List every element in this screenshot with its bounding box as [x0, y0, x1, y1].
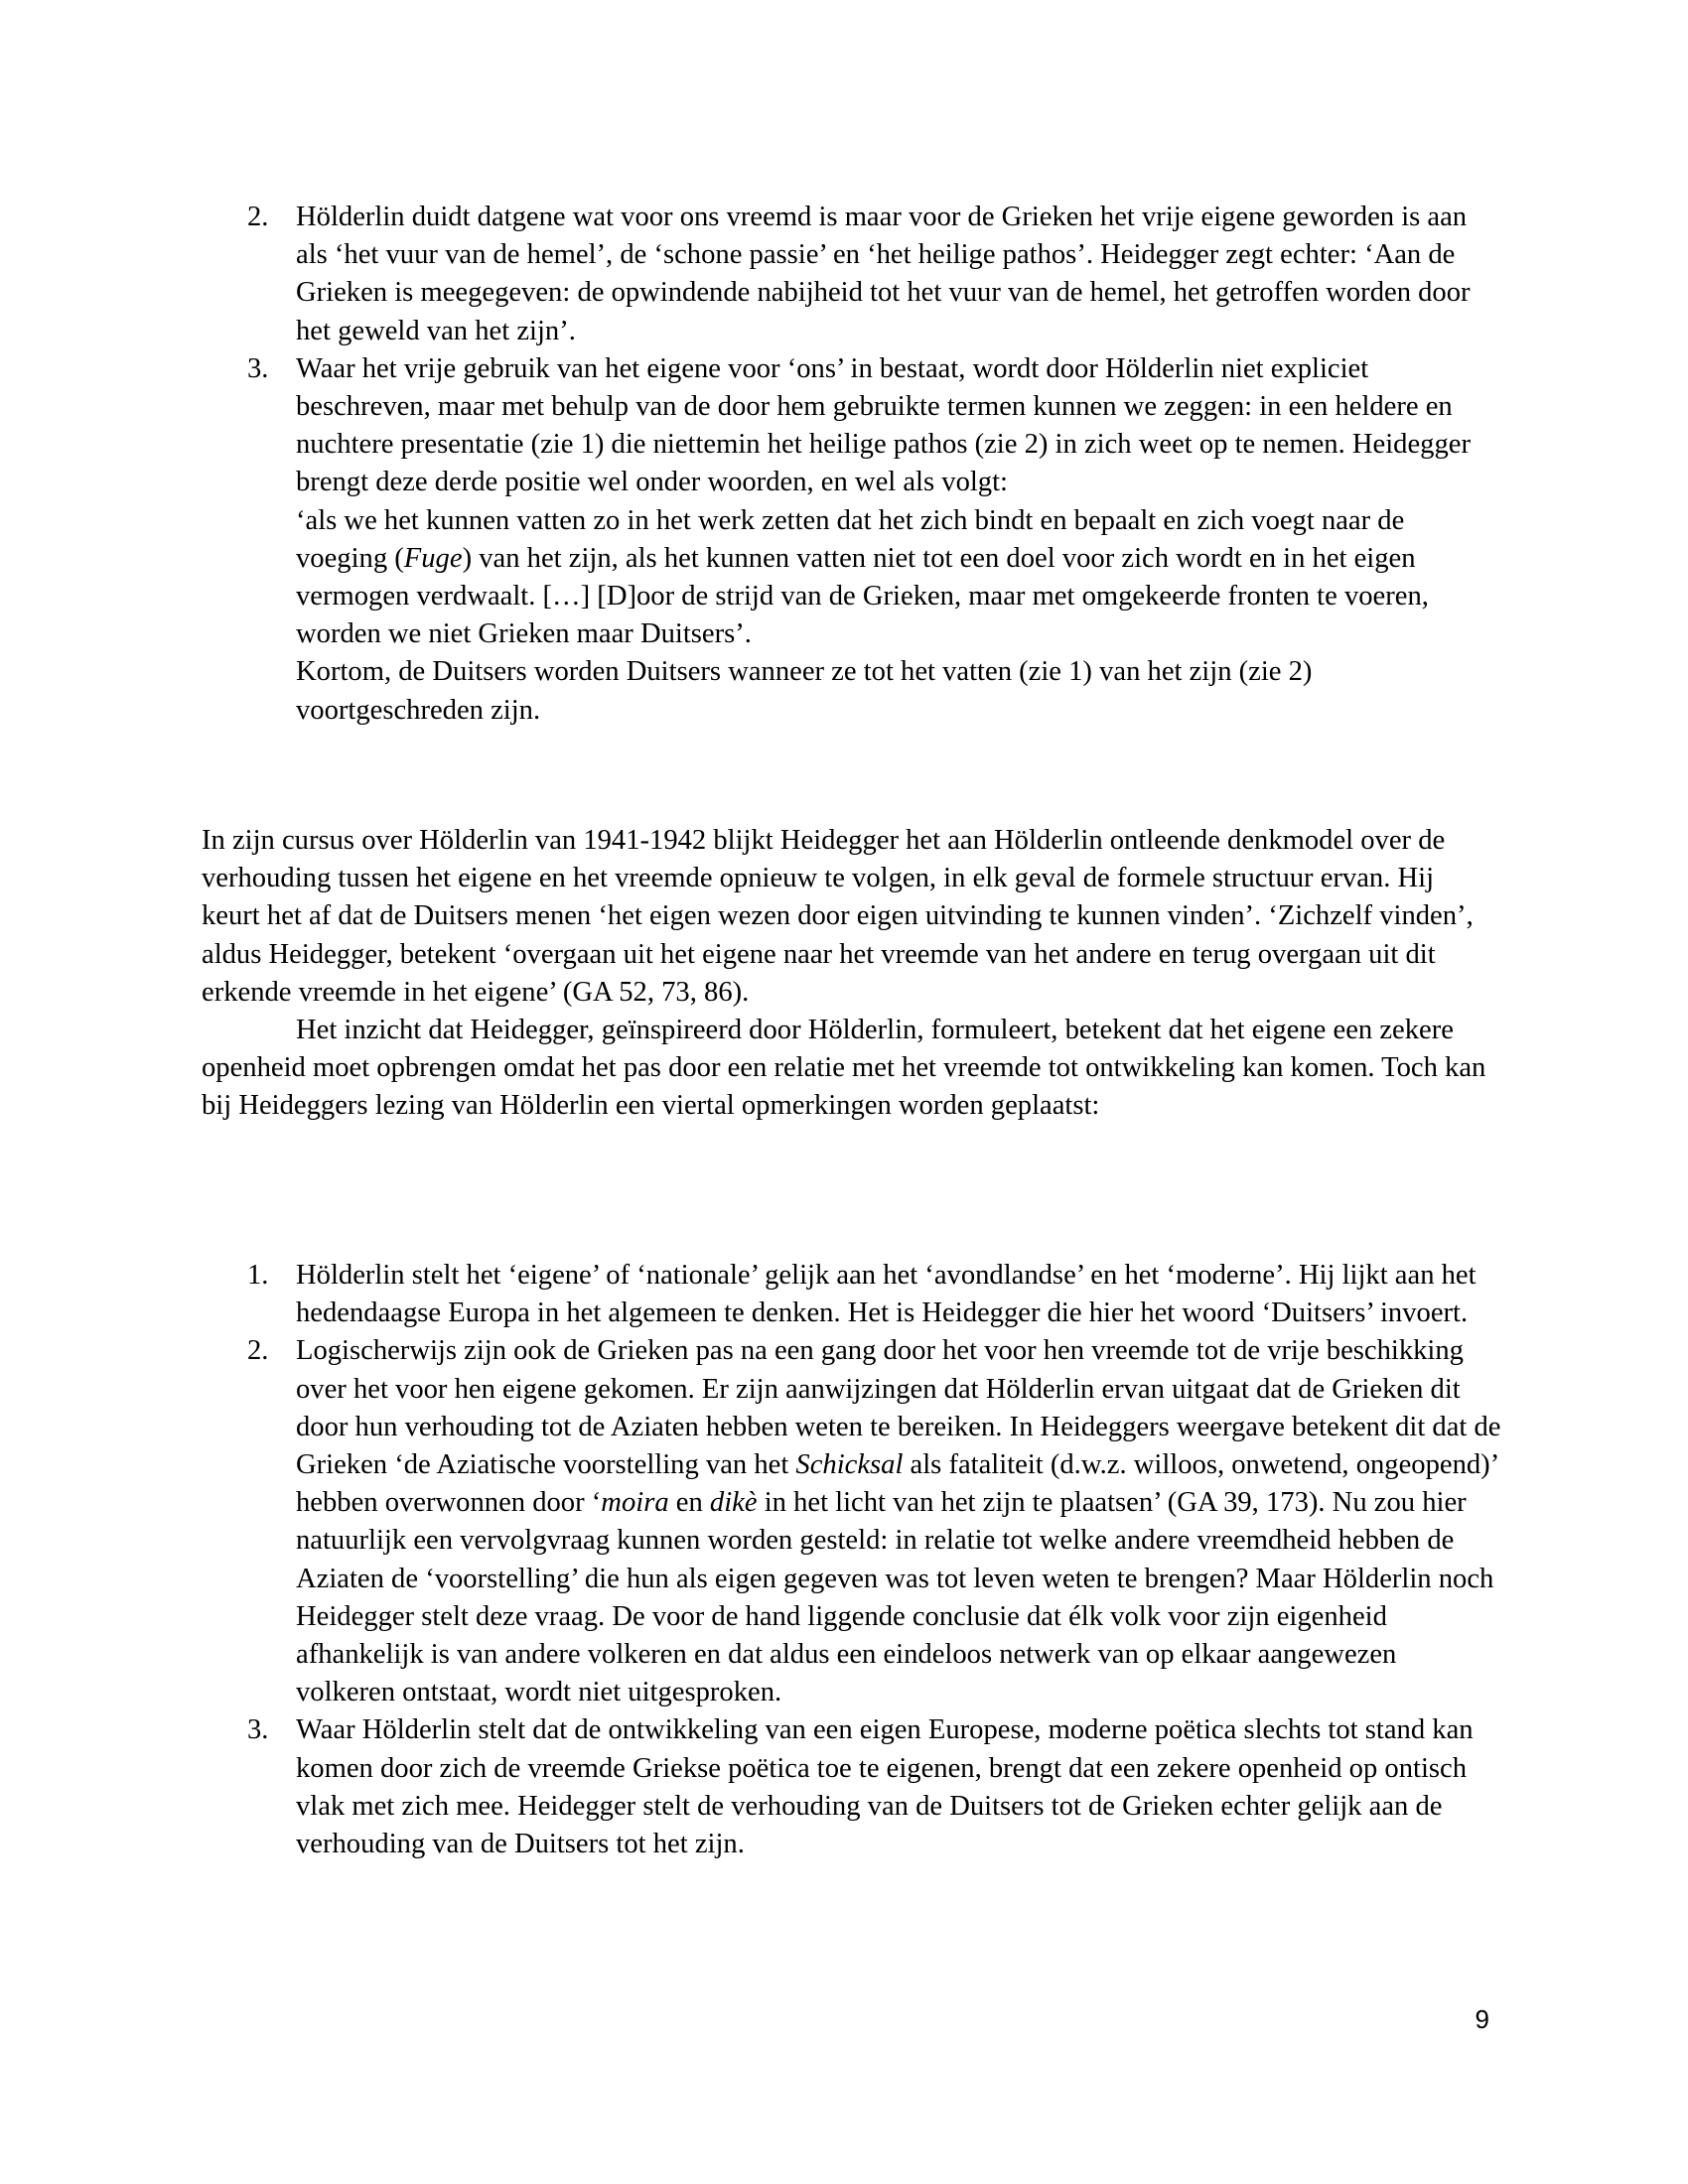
conclusion-text: Kortom, de Duitsers worden Duitsers wanneer ze tot het vatten (zie 1) van het zijn (zie 2) voortgeschreden zijn. — [296, 656, 1313, 726]
list-number: 2. — [247, 1335, 269, 1367]
page-number: 9 — [1475, 2004, 1489, 2034]
list-item — [0, 1332, 1688, 1711]
list-number: 3. — [247, 1714, 269, 1746]
list-item-text: Waar Hölderlin stelt dat de ontwikkeling van een eigen Europese, moderne poëtica slechts tot stand kan komen door zich de vreemde Griekse poëtica toe te eigenen, brengt dat een zekere openheid op ontisch vlak met zich mee. Heidegger stelt de verhouding van de Duitsers tot de Grieken echter gelijk aan de verhouding van de Duitsers tot het zijn. — [296, 1714, 1474, 1860]
list-number: 3. — [247, 352, 269, 384]
list-item — [0, 1257, 1688, 1332]
list-item — [0, 1711, 1688, 1863]
list-item-text: Hölderlin duidt datgene wat voor ons vreemd is maar voor de Grieken het vrije eigene geworden is aan als ‘het vuur van de hemel’, de ‘schone passie’ en ‘het heilige pathos’. Heidegger zegt echter: ‘Aan de Grieken is meegegeven: de opwindende nabijheid tot het vuur van de hemel, het getroffen worden door het geweld van het zijn’. — [296, 202, 1471, 346]
list-item — [0, 350, 1688, 730]
heidegger-quote: ‘als we het kunnen vatten zo in het werk zetten dat het zich bindt en bepaalt en zich voegt naar de voeging (Fuge) van het zijn, als het kunnen vatten niet tot een doel voor zich wordt en in het eigen vermogen verdwaalt. […] [D]oor de strijd van de Grieken, maar met omgekeerde fronten te voeren, worden we niet Grieken maar Duitsers’. — [296, 504, 1429, 650]
paragraph: Het inzicht dat Heidegger, geïnspireerd door Hölderlin, formuleert, betekent dat het eigene een zekere openheid moet opbrengen omdat het pas door een relatie met het vreemde tot ontwikkeling kan komen. Toch kan bij Heideggers lezing van Hölderlin een viertal opmerkingen worden geplaatst: — [202, 1015, 1486, 1122]
list-number: 2. — [247, 202, 269, 232]
list-item-text: Waar het vrije gebruik van het eigene voor ‘ons’ in bestaat, wordt door Hölderlin niet expliciet beschreven, maar met behulp van de door hem gebruikte termen kunnen we zeggen: in een heldere en nuchtere presentatie (zie 1) die niettemin het heilige pathos (zie 2) in zich weet op te nemen. Heidegger brengt deze derde positie wel onder woorden, en wel als volgt: — [296, 352, 1471, 498]
list-item-text: Hölderlin stelt het ‘eigene’ of ‘nationale’ gelijk aan het ‘avondlandse’ en het ‘moderne’. Hij lijkt aan het hedendaagse Europa in het algemeen te denken. Het is Heidegger die hier het woord ‘Duitsers’ invoert. — [296, 1260, 1477, 1329]
paragraph: In zijn cursus over Hölderlin van 1941-1942 blijkt Heidegger het aan Hölderlin ontleende denkmodel over de verhouding tussen het eigene en het vreemde opnieuw te volgen, in elk geval de formele structuur ervan. Hij keurt het af dat de Duitsers menen ‘het eigen wezen door eigen uitvinding te kunnen vinden’. ‘Zichzelf vinden’, aldus Heidegger, betekent ‘overgaan uit het eigene naar het vreemde van het andere en terug overgaan uit dit erkende vreemde in het eigene’ (GA 52, 73, 86). — [202, 825, 1474, 1008]
numbered-list-continued — [0, 199, 1688, 730]
list-item — [0, 199, 1688, 350]
list-number: 1. — [247, 1260, 269, 1291]
numbered-list-remarks — [0, 1257, 1688, 1863]
list-item-text: Logischerwijs zijn ook de Grieken pas na een gang door het voor hen vreemde tot de vrije beschikking over het voor hen eigene gekomen. Er zijn aanwijzingen dat Hölderlin ervan uitgaat dat de Grieken dit door hun verhouding tot de Aziaten hebben weten te bereiken. In Heideggers weergave betekent dit dat de Grieken ‘de Aziatische voorstelling van het Schicksal als fataliteit (d.w.z. willoos, onwetend, ongeopend)’ hebben overwonnen door ‘moira en dikè in het licht van het zijn te plaatsen’ (GA 39, 173). Nu zou hier natuurlijk een vervolgvraag kunnen worden gesteld: in relatie tot welke andere vreemdheid hebben de Aziaten de ‘voorstelling’ die hun als eigen gegeven was tot leven weten te brengen? Maar Hölderlin noch Heidegger stelt deze vraag. De voor de hand liggende conclusie dat élk volk voor zijn eigenheid afhankelijk is van andere volkeren en dat aldus een eindeloos netwerk van op elkaar aangewezen volkeren ontstaat, wordt niet uitgesproken. — [296, 1335, 1501, 1708]
body-text — [202, 822, 1492, 1126]
